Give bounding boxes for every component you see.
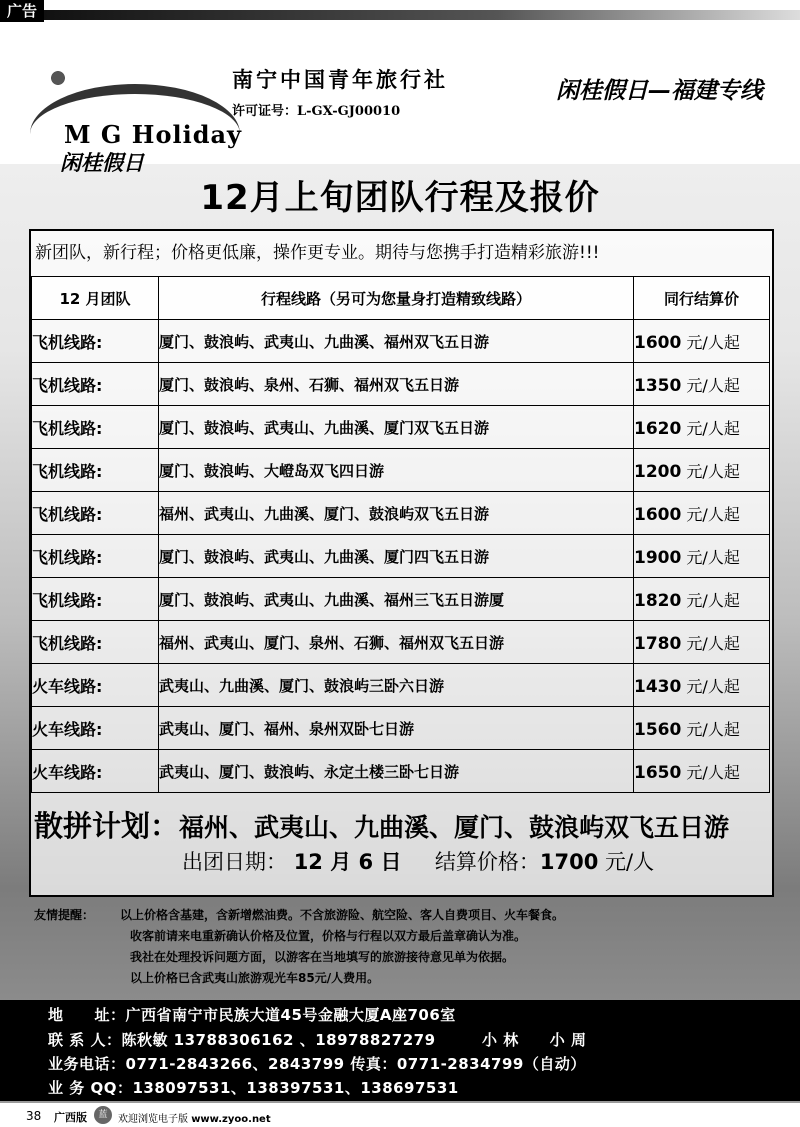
note-line: 我社在处理投诉问题方面，以游客在当地填写的旅游接待意见单为依据。 [130, 950, 515, 964]
contact-people: 联 系 人：陈秋敏 13788306162 、18978827279 小 林 小 周 [48, 1031, 587, 1049]
page-footer [0, 1103, 800, 1127]
note-line: 以上价格已含武夷山旅游观光车85元/人费用。 [130, 971, 380, 985]
route-table [31, 276, 770, 793]
logo-chinese: 闲桂假日 [60, 151, 144, 175]
price-unit: 元/人起 [686, 375, 740, 395]
special-plan-label: 散拼计划： [34, 809, 180, 843]
route-type: 火车线路: [32, 707, 159, 750]
contact-box [0, 1000, 800, 1101]
table-header-row [32, 277, 770, 320]
notes-label: 友情提醒： [34, 908, 95, 922]
price-unit: 元/人起 [686, 633, 740, 653]
price-unit: 元/人起 [686, 590, 740, 610]
route-type: 飞机线路: [32, 320, 159, 363]
edition-badge-icon: 蓝 [94, 1106, 112, 1124]
page-title: 12月上旬团队行程及报价 [200, 178, 600, 218]
note-line: 以上价格含基建，含新增燃油费。不含旅游险、航空险、客人自费项目、火车餐食。 [120, 908, 565, 922]
footer-url: www.zyoo.net [191, 1114, 271, 1125]
note-line: 收客前请来电重新确认价格及位置，价格与行程以双方最后盖章确认为准。 [130, 929, 527, 943]
settlement-price-value: 1700 [539, 850, 599, 874]
route-price [634, 707, 770, 750]
table-row [32, 449, 770, 492]
table-row [32, 578, 770, 621]
special-plan [34, 804, 729, 845]
route-price [634, 750, 770, 793]
price-value: 1200 [634, 461, 682, 482]
route-description: 福州、武夷山、九曲溪、厦门、鼓浪屿双飞五日游 [159, 492, 634, 535]
logo-text: M G Holiday [64, 120, 242, 149]
price-unit: 元/人起 [686, 547, 740, 567]
intro-text: 新团队，新行程；价格更低廉，操作更专业。期待与您携手打造精彩旅游!!! [35, 243, 600, 263]
column-header-route: 行程线路（另可为您量身打造精致线路） [159, 277, 634, 320]
price-unit: 元/人起 [686, 762, 740, 782]
ad-tag: 广告 [0, 0, 44, 22]
contact-qq: 业 务 QQ：138097531、138397531、138697531 [48, 1079, 459, 1097]
route-price [634, 320, 770, 363]
price-unit: 元/人起 [686, 504, 740, 524]
price-unit: 元/人起 [686, 418, 740, 438]
departure-date-label: 出团日期： [182, 850, 287, 874]
ad-divider [44, 10, 800, 20]
sun-icon [46, 66, 70, 90]
price-value: 1900 [634, 547, 682, 568]
route-price [634, 578, 770, 621]
price-value: 1600 [634, 332, 682, 353]
slogan: 闲桂假日—福建专线 [556, 78, 763, 104]
route-price [634, 621, 770, 664]
price-value: 1560 [634, 719, 682, 740]
route-type: 飞机线路: [32, 535, 159, 578]
edition-label: 广西版 [54, 1111, 87, 1124]
route-price [634, 406, 770, 449]
price-unit: 元/人起 [686, 461, 740, 481]
route-description: 武夷山、厦门、福州、泉州双卧七日游 [159, 707, 634, 750]
ad-strip [0, 0, 800, 24]
table-row [32, 664, 770, 707]
contact-phone: 业务电话：0771-2843266、2843799 传真：0771-2834799（自动） [48, 1055, 586, 1073]
route-description: 厦门、鼓浪屿、武夷山、九曲溪、厦门双飞五日游 [159, 406, 634, 449]
settlement-price-label: 结算价格： [434, 850, 540, 874]
route-description: 福州、武夷山、厦门、泉州、石狮、福州双飞五日游 [159, 621, 634, 664]
price-unit: 元/人起 [686, 719, 740, 739]
table-row [32, 535, 770, 578]
price-value: 1620 [634, 418, 682, 439]
route-description: 厦门、鼓浪屿、大嶝岛双飞四日游 [159, 449, 634, 492]
table-row [32, 707, 770, 750]
route-description: 厦门、鼓浪屿、武夷山、九曲溪、厦门四飞五日游 [159, 535, 634, 578]
route-price [634, 664, 770, 707]
table-row [32, 750, 770, 793]
route-type: 飞机线路: [32, 406, 159, 449]
route-type: 飞机线路: [32, 449, 159, 492]
route-description: 武夷山、厦门、鼓浪屿、永定土楼三卧七日游 [159, 750, 634, 793]
route-type: 火车线路: [32, 750, 159, 793]
price-value: 1600 [634, 504, 682, 525]
page-number: 38 [26, 1109, 42, 1123]
header [0, 24, 800, 175]
price-value: 1780 [634, 633, 682, 654]
price-unit: 元/人起 [686, 332, 740, 352]
route-type: 飞机线路: [32, 621, 159, 664]
route-type: 飞机线路: [32, 578, 159, 621]
footer-web [118, 1110, 271, 1125]
route-type: 飞机线路: [32, 363, 159, 406]
route-description: 厦门、鼓浪屿、武夷山、九曲溪、福州三飞五日游厦 [159, 578, 634, 621]
table-row [32, 363, 770, 406]
route-description: 武夷山、九曲溪、厦门、鼓浪屿三卧六日游 [159, 664, 634, 707]
table-row [32, 621, 770, 664]
price-value: 1820 [634, 590, 682, 611]
route-price [634, 363, 770, 406]
special-plan-route: 福州、武夷山、九曲溪、厦门、鼓浪屿双飞五日游 [179, 813, 730, 842]
contact-address: 地 址：广西省南宁市民族大道45号金融大厦A座706室 [48, 1006, 456, 1024]
departure-date-value: 12 月 6 日 [293, 850, 402, 874]
route-price [634, 492, 770, 535]
column-header-price: 同行结算价 [634, 277, 770, 320]
route-type: 火车线路: [32, 664, 159, 707]
table-row [32, 406, 770, 449]
settlement-price-unit: 元/人 [605, 850, 655, 874]
route-description: 厦门、鼓浪屿、泉州、石狮、福州双飞五日游 [159, 363, 634, 406]
route-price [634, 449, 770, 492]
route-type: 飞机线路: [32, 492, 159, 535]
price-value: 1650 [634, 762, 682, 783]
table-row [32, 320, 770, 363]
table-row [32, 492, 770, 535]
column-header-team: 12 月团队 [32, 277, 159, 320]
footer-welcome: 欢迎浏览电子版 [118, 1114, 188, 1125]
notes [34, 905, 774, 989]
price-value: 1350 [634, 375, 682, 396]
departure-line [182, 846, 654, 876]
route-price [634, 535, 770, 578]
price-unit: 元/人起 [686, 676, 740, 696]
route-description: 厦门、鼓浪屿、武夷山、九曲溪、福州双飞五日游 [159, 320, 634, 363]
company-name: 南宁中国青年旅行社 [232, 68, 448, 92]
license-number: 许可证号：L-GX-GJ00010 [232, 104, 401, 119]
price-value: 1430 [634, 676, 682, 697]
